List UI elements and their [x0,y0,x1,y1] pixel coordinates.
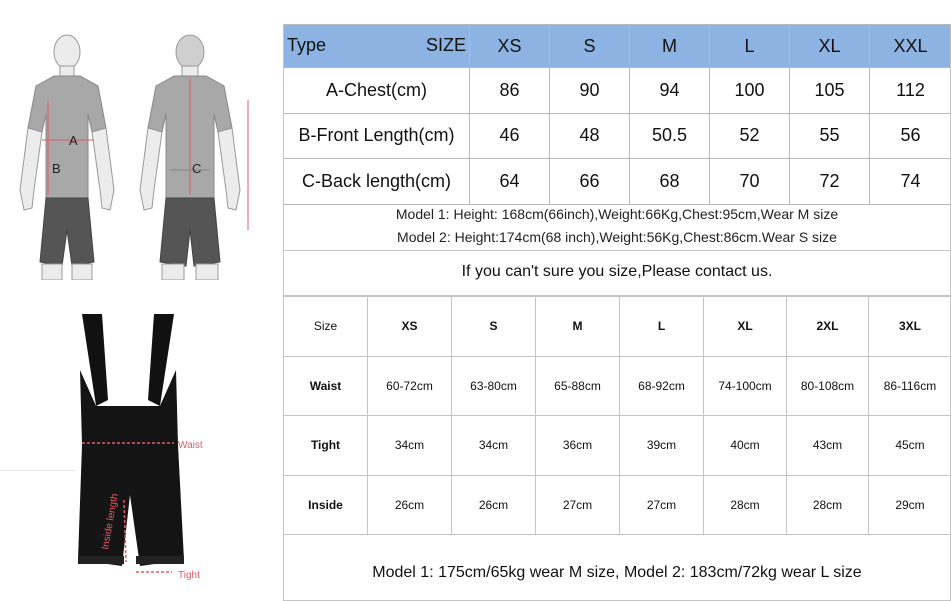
table-cell: 86 [470,68,550,114]
bib-size-table [283,296,951,535]
label-c: C [192,161,202,176]
left-divider [0,470,75,471]
size-header: XL [704,297,787,357]
jersey-size-table [283,24,951,205]
table-cell: 27cm [536,475,620,535]
row-label: Tight [284,416,368,476]
table-cell: 63-80cm [452,356,536,416]
size-label: Size [284,297,368,357]
table-cell: 72 [790,159,870,205]
size-label: SIZE [425,35,466,55]
size-header: 2XL [787,297,869,357]
table-cell: 74-100cm [704,356,787,416]
size-header: M [630,25,710,68]
type-label: Type [287,35,327,55]
size-header: L [620,297,704,357]
table-cell: 26cm [452,475,536,535]
label-a: A [69,133,78,148]
waist-label: Waist [178,440,203,451]
table-cell: 100 [710,68,790,114]
table-row [284,159,951,205]
table-cell: 29cm [869,475,951,535]
front-jersey-figure [14,30,120,280]
size-header: XS [368,297,452,357]
tight-label: Tight [178,570,200,581]
size-header: L [710,25,790,68]
label-b: B [52,161,61,176]
notes-divider [283,250,951,251]
row-label: A-Chest(cm) [284,68,470,114]
table-cell: 65-88cm [536,356,620,416]
table-cell: 55 [790,113,870,159]
frame-left-border [283,24,284,601]
table-cell: 74 [870,159,951,205]
table-cell: 43cm [787,416,869,476]
table-cell: 50.5 [630,113,710,159]
table-cell: 36cm [536,416,620,476]
contact-note: If you can't sure you size,Please contact us. [461,263,773,280]
bib-header-row [284,297,951,357]
type-size-header [284,25,470,68]
table-row [284,416,951,476]
table-cell: 39cm [620,416,704,476]
table-row [284,68,951,114]
table-cell: 56 [870,113,951,159]
table-cell: 40cm [704,416,787,476]
row-label: C-Back length(cm) [284,159,470,205]
size-header: XL [790,25,870,68]
table-cell: 80-108cm [787,356,869,416]
table-cell: 27cm [620,475,704,535]
table-cell: 45cm [869,416,951,476]
model-1-note: Model 1: Height: 168cm(66inch),Weight:66Kg,Chest:95cm,Wear M size [395,206,839,222]
table-cell: 46 [470,113,550,159]
table-cell: 28cm [704,475,787,535]
size-header: S [550,25,630,68]
inside-length-label: Inside length [100,492,121,551]
table-cell: 48 [550,113,630,159]
model-2-note: Model 2: Height:174cm(68 inch),Weight:56Kg,Chest:86cm.Wear S size [397,229,837,245]
jersey-header-row [284,25,951,68]
table-cell: 68 [630,159,710,205]
table-cell: 52 [710,113,790,159]
table-cell: 86-116cm [869,356,951,416]
size-header: S [452,297,536,357]
table-cell: 64 [470,159,550,205]
table-cell: 94 [630,68,710,114]
table-row [284,475,951,535]
row-label: Waist [284,356,368,416]
size-header: XXL [870,25,951,68]
table-cell: 66 [550,159,630,205]
table-cell: 28cm [787,475,869,535]
table-cell: 70 [710,159,790,205]
table-cell: 26cm [368,475,452,535]
table-cell: 68-92cm [620,356,704,416]
back-jersey-figure [130,30,258,280]
table-cell: 112 [870,68,951,114]
table-row [284,113,951,159]
size-header: 3XL [869,297,951,357]
bib-shorts-figure [60,310,220,585]
size-header: XS [470,25,550,68]
table-cell: 34cm [368,416,452,476]
table-cell: 90 [550,68,630,114]
row-label: Inside [284,475,368,535]
bottom-model-note: Model 1: 175cm/65kg wear M size, Model 2: 183cm/72kg wear L size [372,564,862,581]
table-cell: 34cm [452,416,536,476]
table-cell: 105 [790,68,870,114]
table-cell: 60-72cm [368,356,452,416]
size-header: M [536,297,620,357]
row-label: B-Front Length(cm) [284,113,470,159]
table-row [284,356,951,416]
